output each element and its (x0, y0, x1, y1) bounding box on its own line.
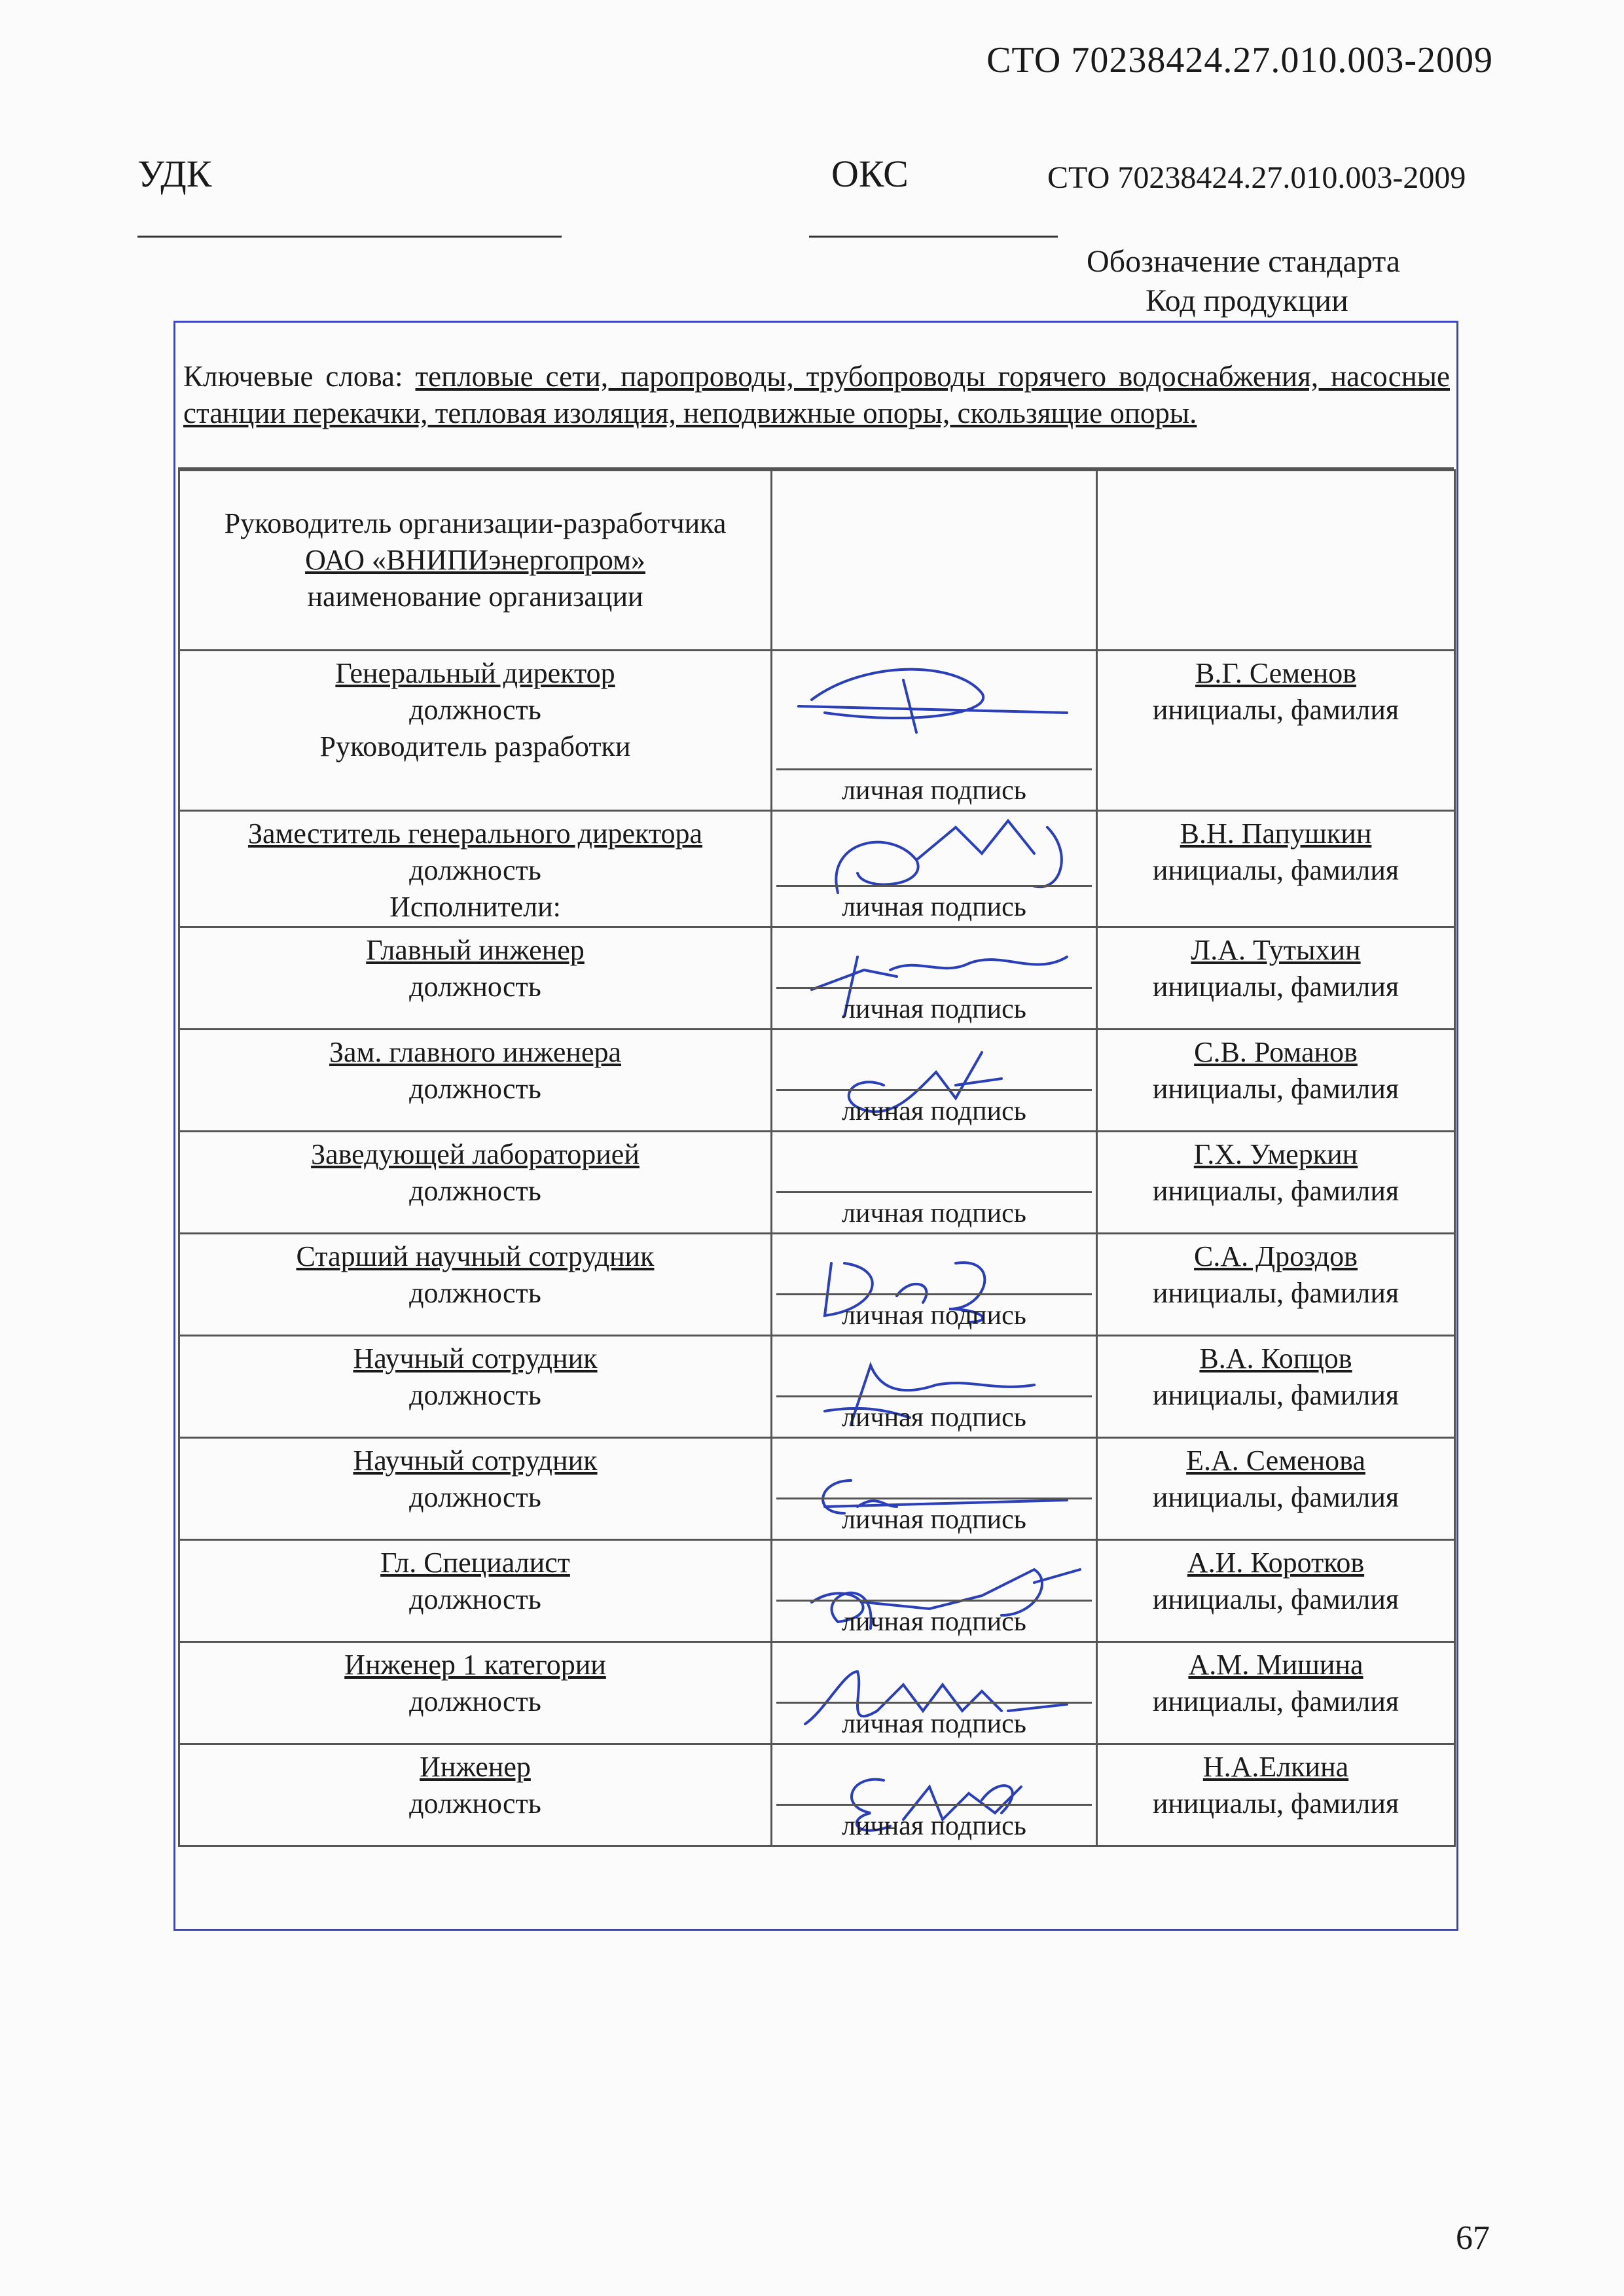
signer-name: Г.Х. Умеркин (1193, 1138, 1358, 1170)
org-signature-cell (772, 471, 1097, 651)
signature-line (776, 1293, 1092, 1295)
standard-code: СТО 70238424.27.010.003-2009 (1047, 160, 1466, 195)
name-cell (1097, 1132, 1455, 1234)
name-cell (1097, 1642, 1455, 1744)
name-caption: инициалы, фамилия (1152, 1583, 1399, 1615)
name-caption: инициалы, фамилия (1152, 1481, 1399, 1513)
signature-line (776, 768, 1092, 770)
position-extra-note: Руководитель разработки (319, 730, 631, 762)
signature-line (776, 987, 1092, 989)
handwritten-signature (785, 654, 1087, 745)
name-caption: инициалы, фамилия (1152, 1277, 1399, 1309)
position-title: Гл. Специалист (380, 1547, 570, 1579)
signature-caption: личная подпись (842, 1505, 1026, 1535)
signature-line (776, 885, 1092, 887)
signature-cell (772, 927, 1097, 1030)
signature-line (776, 1600, 1092, 1602)
org-name: ОАО «ВНИПИэнергопром» (305, 544, 645, 576)
name-cell (1097, 1744, 1455, 1846)
org-row (179, 471, 1455, 651)
signature-cell (772, 1744, 1097, 1846)
signer-row (179, 1132, 1455, 1234)
keywords-label: Ключевые слова: (183, 360, 403, 393)
name-cell (1097, 1234, 1455, 1336)
position-cell (179, 1132, 772, 1234)
signer-name: А.М. Мишина (1188, 1649, 1363, 1681)
signer-row (179, 1642, 1455, 1744)
position-cell (179, 1234, 772, 1336)
signer-row (179, 1234, 1455, 1336)
name-caption: инициалы, фамилия (1152, 1379, 1399, 1411)
position-cell (179, 1744, 772, 1846)
keywords-block (178, 325, 1454, 469)
signer-name: В.Г. Семенов (1195, 657, 1356, 689)
position-title: Зам. главного инженера (329, 1036, 622, 1068)
position-title: Заместитель генерального директора (247, 817, 703, 850)
document-code-header: СТО 70238424.27.010.003-2009 (986, 40, 1493, 81)
position-caption: должность (409, 971, 541, 1003)
position-caption: должность (409, 1583, 541, 1615)
signer-name: Л.А. Тутыхин (1191, 934, 1361, 966)
signature-caption: личная подпись (842, 1811, 1026, 1841)
signature-caption: личная подпись (842, 994, 1026, 1024)
position-title: Научный сотрудник (353, 1444, 598, 1477)
position-title: Научный сотрудник (353, 1342, 598, 1374)
name-caption: инициалы, фамилия (1152, 1685, 1399, 1717)
signer-name: В.Н. Папушкин (1180, 817, 1372, 850)
signature-caption: личная подпись (842, 776, 1026, 806)
position-title: Главный инженер (366, 934, 585, 966)
signer-row (179, 1030, 1455, 1132)
signer-name: Н.А.Елкина (1202, 1751, 1349, 1783)
position-caption: должность (409, 1073, 541, 1105)
position-cell (179, 1438, 772, 1540)
signer-row (179, 1540, 1455, 1642)
signature-line (776, 1089, 1092, 1091)
signature-caption: личная подпись (842, 892, 1026, 922)
position-caption: должность (409, 1175, 541, 1207)
signer-name: Е.А. Семенова (1186, 1444, 1365, 1477)
signature-cell (772, 651, 1097, 811)
org-name-cell (1097, 471, 1455, 651)
name-cell (1097, 1438, 1455, 1540)
name-cell (1097, 1336, 1455, 1438)
signature-line (776, 1191, 1092, 1193)
signature-cell (772, 1642, 1097, 1744)
oks-label: ОКС (831, 152, 909, 195)
keywords-text: тепловые сети, паропроводы, трубопроводы горячего водоснабжения, насосные станции перекачки, тепловая изоляция, неподвижные опоры, скользящие опоры. (183, 360, 1450, 429)
position-caption: должность (409, 1685, 541, 1717)
signature-caption: личная подпись (842, 1709, 1026, 1739)
position-cell (179, 1336, 772, 1438)
position-extra-note: Исполнители: (389, 891, 561, 923)
signer-name: А.И. Коротков (1187, 1547, 1365, 1579)
signature-caption: личная подпись (842, 1300, 1026, 1331)
signature-line (776, 1395, 1092, 1397)
name-cell (1097, 811, 1455, 927)
signature-caption: личная подпись (842, 1096, 1026, 1126)
name-caption: инициалы, фамилия (1152, 694, 1399, 726)
position-caption: должность (409, 1379, 541, 1411)
position-title: Инженер 1 категории (344, 1649, 606, 1681)
position-title: Инженер (420, 1751, 531, 1783)
position-cell (179, 1030, 772, 1132)
signature-cell (772, 1438, 1097, 1540)
name-caption: инициалы, фамилия (1152, 971, 1399, 1003)
position-cell (179, 651, 772, 811)
signature-cell (772, 1234, 1097, 1336)
position-cell (179, 1642, 772, 1744)
signature-cell (772, 1336, 1097, 1438)
name-caption: инициалы, фамилия (1152, 854, 1399, 886)
signer-row (179, 811, 1455, 927)
product-code-label: Код продукции (1146, 283, 1348, 318)
signature-cell (772, 811, 1097, 927)
position-title: Старший научный сотрудник (296, 1240, 655, 1272)
org-head-label: Руководитель организации-разработчика (224, 507, 727, 539)
position-title: Заведующей лабораторией (311, 1138, 640, 1170)
signature-cell (772, 1030, 1097, 1132)
signature-caption: личная подпись (842, 1403, 1026, 1433)
position-cell (179, 1540, 772, 1642)
name-cell (1097, 1540, 1455, 1642)
position-caption: должность (409, 854, 541, 886)
org-cell (179, 471, 772, 651)
signer-name: С.А. Дроздов (1194, 1240, 1358, 1272)
oks-blank-line (809, 236, 1058, 238)
position-caption: должность (409, 1787, 541, 1820)
udk-label: УДК (137, 152, 212, 195)
signature-caption: личная подпись (842, 1607, 1026, 1637)
position-caption: должность (409, 1277, 541, 1309)
standard-designation-label: Обозначение стандарта (1087, 244, 1401, 279)
signer-name: С.В. Романов (1194, 1036, 1358, 1068)
signature-table (178, 469, 1456, 1847)
signature-caption: личная подпись (842, 1198, 1026, 1229)
signature-cell (772, 1540, 1097, 1642)
signature-line (776, 1804, 1092, 1806)
signer-row (179, 1438, 1455, 1540)
udk-blank-line (137, 236, 562, 238)
name-cell (1097, 651, 1455, 811)
position-caption: должность (409, 694, 541, 726)
signer-row (179, 651, 1455, 811)
position-cell (179, 811, 772, 927)
name-caption: инициалы, фамилия (1152, 1787, 1399, 1820)
org-name-caption: наименование организации (307, 581, 643, 613)
position-cell (179, 927, 772, 1030)
name-cell (1097, 1030, 1455, 1132)
position-title: Генеральный директор (335, 657, 615, 689)
signature-line (776, 1498, 1092, 1499)
name-caption: инициалы, фамилия (1152, 1175, 1399, 1207)
signer-row (179, 927, 1455, 1030)
name-cell (1097, 927, 1455, 1030)
page-number: 67 (1456, 2219, 1490, 2257)
signature-cell (772, 1132, 1097, 1234)
name-caption: инициалы, фамилия (1152, 1073, 1399, 1105)
signer-row (179, 1336, 1455, 1438)
signer-name: В.А. Копцов (1199, 1342, 1352, 1374)
signature-line (776, 1702, 1092, 1704)
signer-row (179, 1744, 1455, 1846)
position-caption: должность (409, 1481, 541, 1513)
